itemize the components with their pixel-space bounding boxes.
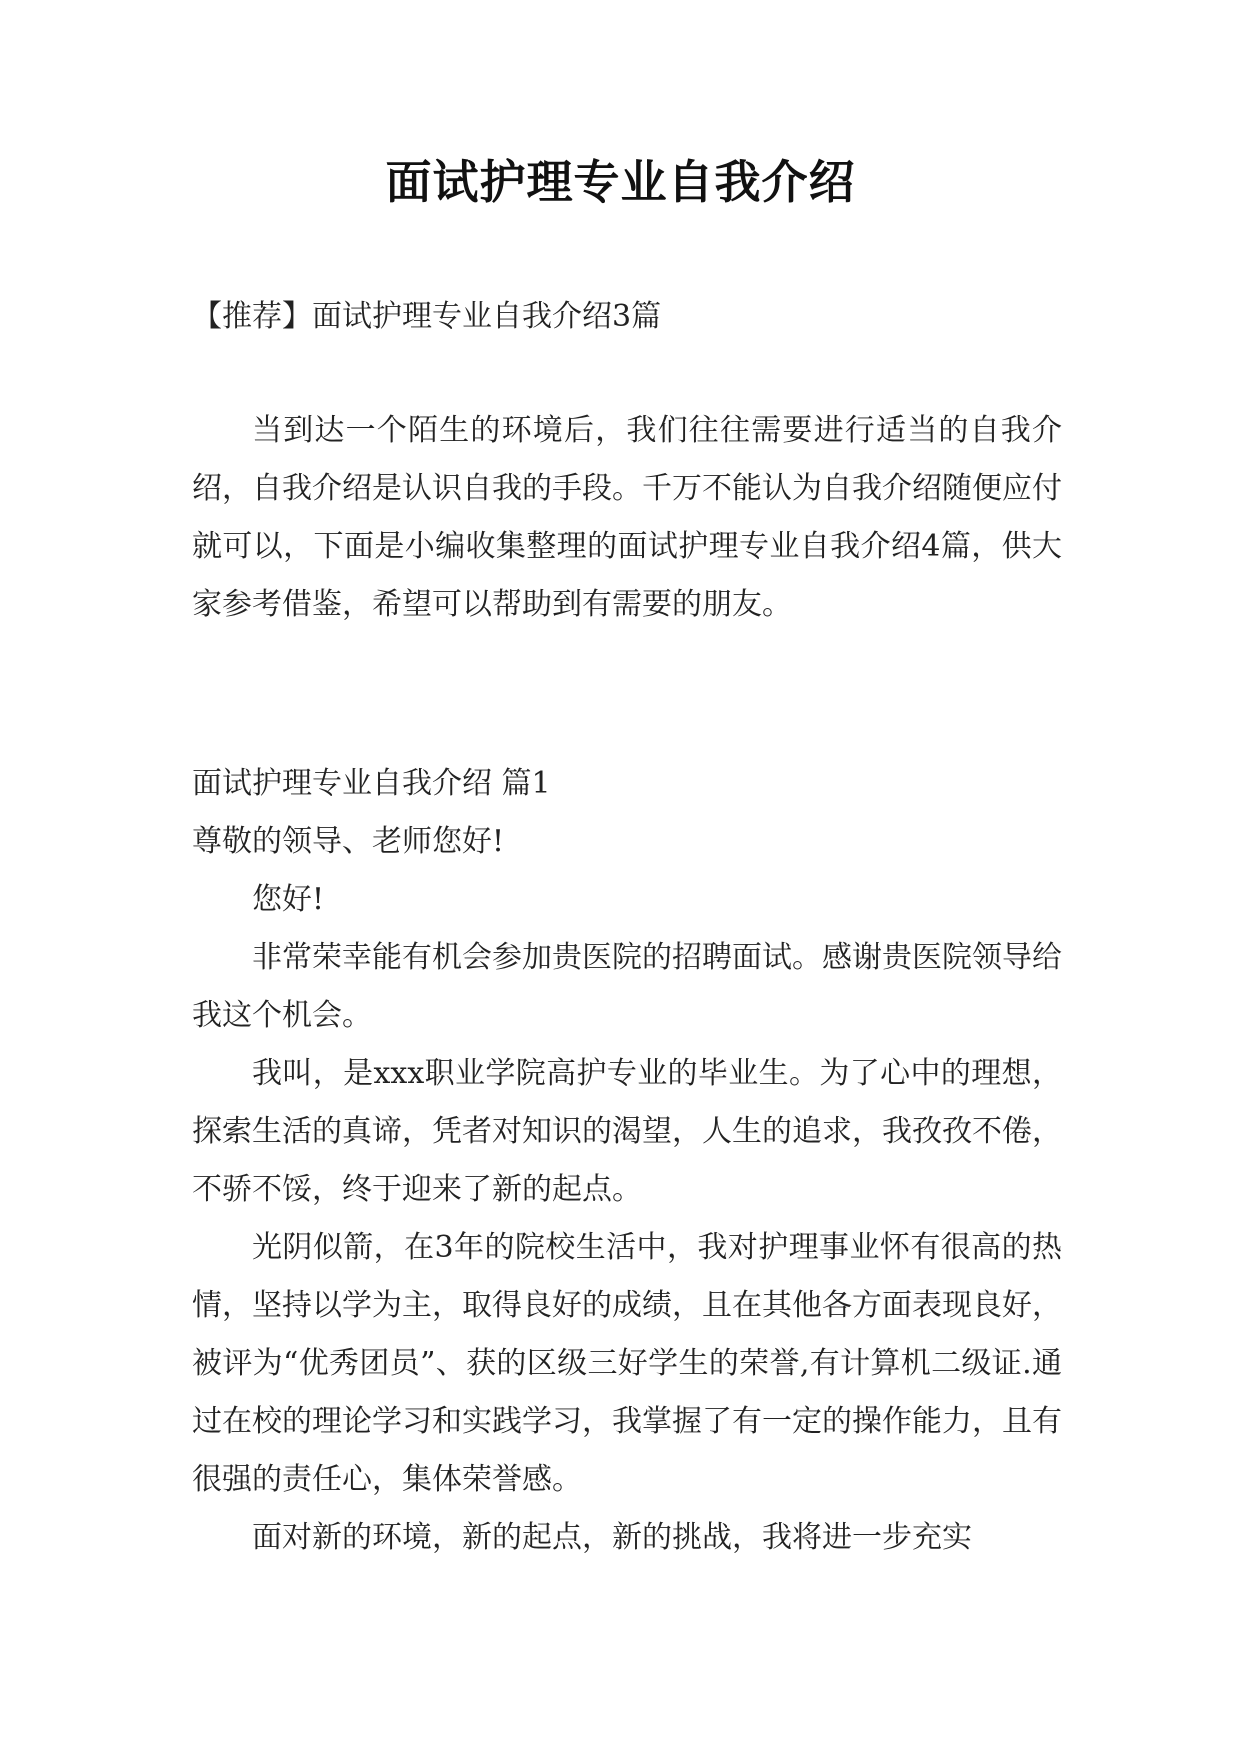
salutation: 尊敬的领导、老师您好! xyxy=(192,824,505,859)
intro-paragraph: 当到达一个陌生的环境后，我们往往需要进行适当的自我介绍，自我介绍是认识自我的手段。千万不能认为自我介绍随便应付就可以，下面是小编收集整理的面试护理专业自我介绍4篇，供大家参考借鉴，希望可以帮助到有需要的朋友。 xyxy=(192,413,1062,622)
document-title: 面试护理专业自我介绍 xyxy=(385,155,856,209)
body-paragraph: 面对新的环境，新的起点，新的挑战，我将进一步充实 xyxy=(252,1520,972,1555)
body-paragraph: 非常荣幸能有机会参加贵医院的招聘面试。感谢贵医院领导给我这个机会。 xyxy=(192,940,1062,1033)
body-paragraph: 光阴似箭，在3年的院校生活中，我对护理事业怀有很高的热情，坚持以学为主，取得良好的成绩，且在其他各方面表现良好，被评为“优秀团员”、获的区级三好学生的荣誉,有计算机二级证.通过在校的理论学习和实践学习，我掌握了有一定的操作能力，且有很强的责任心，集体荣誉感。 xyxy=(192,1230,1062,1497)
section-heading: 面试护理专业自我介绍 篇1 xyxy=(192,766,551,801)
body-paragraph: 我叫，是xxx职业学院高护专业的毕业生。为了心中的理想，探索生活的真谛，凭者对知识的渴望，人生的追求，我孜孜不倦，不骄不馁，终于迎来了新的起点。 xyxy=(192,1056,1062,1207)
section-body xyxy=(192,755,1062,1567)
body-paragraph: 您好! xyxy=(252,882,325,917)
document-subtitle: 【推荐】面试护理专业自我介绍3篇 xyxy=(192,299,662,334)
